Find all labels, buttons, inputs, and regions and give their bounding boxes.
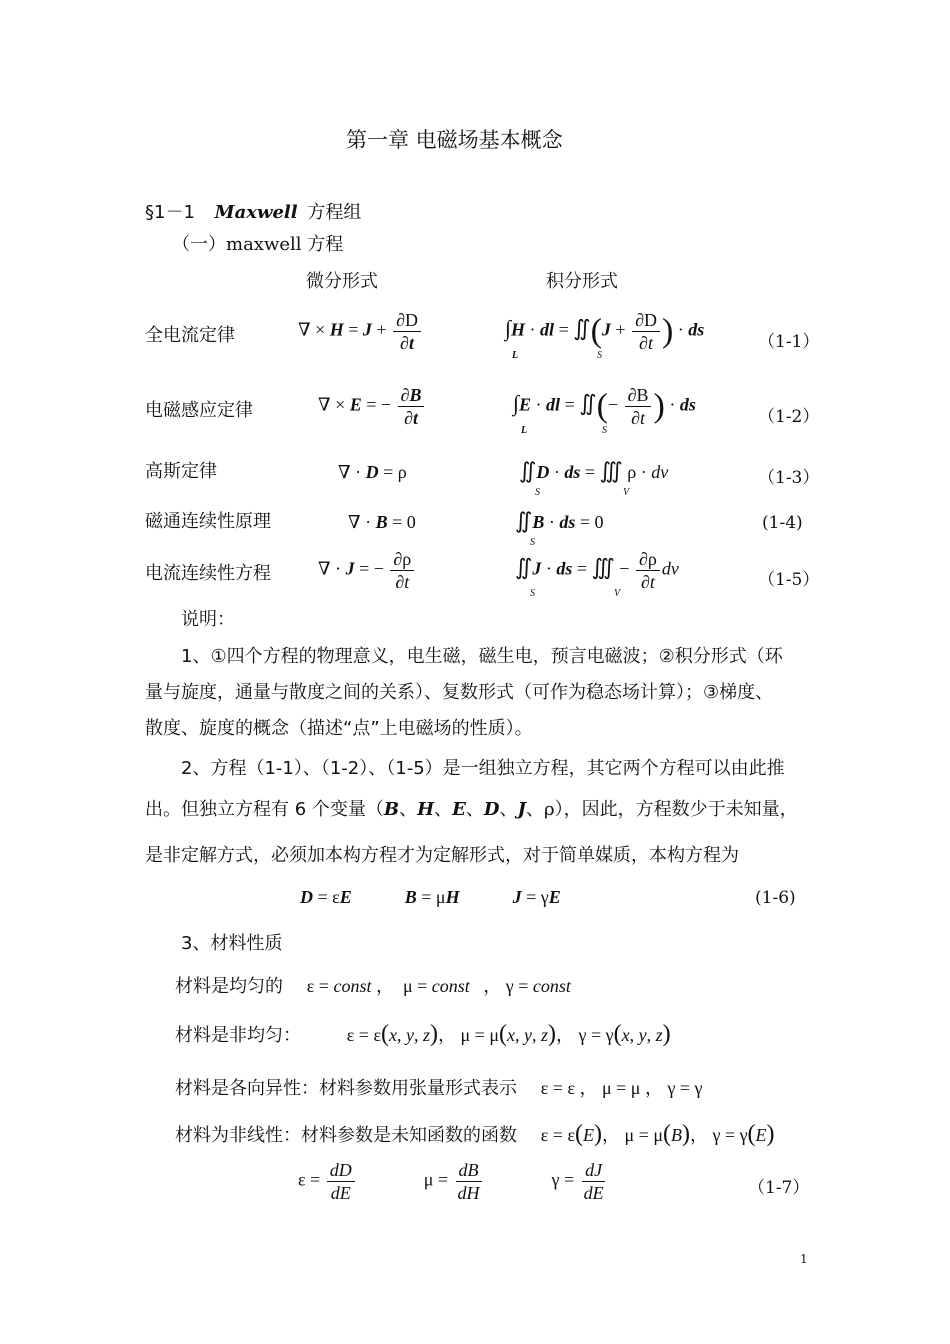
sub-S: S bbox=[535, 487, 540, 498]
eq-flux-integral: ∬B · ds = 0 bbox=[515, 508, 604, 533]
sub-L: L bbox=[512, 350, 519, 361]
row-label-flux: 磁通连续性原理 bbox=[145, 511, 271, 532]
eq-continuity-integral: ∬J · ds = ∭ − $\frac{\partial\rho}{\partial t}$ dv bbox=[515, 549, 679, 592]
sub-V: V bbox=[614, 588, 621, 599]
para1-line2: 量与旋度，通量与散度之间的关系）、复数形式（可作为稳态场计算）；③梯度、 bbox=[145, 682, 774, 703]
eq-number: （1-2） bbox=[758, 407, 820, 427]
section-prefix: §1－1 bbox=[145, 202, 195, 223]
material-nonlinear: 材料为非线性：材料参数是未知函数的函数 ε = ε(E)， μ = μ(B)， γ = γ(E) bbox=[175, 1121, 775, 1147]
page-number: 1 bbox=[800, 1252, 808, 1266]
row-label-gauss: 高斯定律 bbox=[145, 461, 217, 482]
section-name-cn: 方程组 bbox=[307, 202, 362, 223]
eq-faraday-differential: ∇ × E = − $\frac{\partial B}{\partial t}$ bbox=[318, 385, 426, 428]
chapter-title: 第一章 电磁场基本概念 bbox=[346, 128, 563, 152]
sub-S: S bbox=[530, 537, 535, 548]
eq-gauss-differential: ∇ · D = ρ bbox=[338, 462, 407, 482]
row-label-ampere: 全电流定律 bbox=[145, 325, 235, 346]
sub-S: S bbox=[530, 588, 535, 599]
eq-number: （1-1） bbox=[758, 332, 820, 352]
material-inhomogeneous: 材料是非均匀： ε = ε(x, y, z)， μ = μ(x, y, z)， γ = γ(x, y, z) bbox=[175, 1021, 671, 1047]
row-label-continuity: 电流连续性方程 bbox=[145, 563, 271, 584]
material-label: 材料是各向异性：材料参数用张量形式表示 bbox=[175, 1078, 517, 1099]
eq-number: (1-6) bbox=[755, 888, 796, 908]
eq-number: (1-4) bbox=[762, 513, 803, 533]
material-label: 材料是非均匀： bbox=[175, 1025, 301, 1046]
para2-line2-start: 出。但独立方程有 6 个变量（ bbox=[145, 799, 384, 820]
sub-L: L bbox=[521, 425, 528, 436]
material-homogeneous: 材料是均匀的 ε = const ， μ = const ， γ = const bbox=[175, 976, 571, 997]
para1-line1: 1、①四个方程的物理意义，电生磁，磁生电，预言电磁波；②积分形式（环 bbox=[181, 646, 783, 667]
sub-S: S bbox=[597, 350, 602, 361]
note-heading: 说明： bbox=[181, 609, 235, 630]
item3-heading: 3、材料性质 bbox=[181, 933, 283, 954]
para2-line2: 出。但独立方程有 6 个变量（B、H、E、D、J、ρ），因此，方程数少于未知量， bbox=[145, 799, 798, 820]
para1-line3: 散度、旋度的概念（描述“点”上电磁场的性质）。 bbox=[145, 718, 533, 739]
eq-continuity-differential: ∇ · J = − $\frac{\partial\rho}{\partial t}$ bbox=[318, 549, 416, 592]
section-name-en: Maxwell bbox=[214, 202, 298, 223]
eq-differential-params: ε = $\frac{dD}{dE}$ μ = $\frac{dB}{dH}$ γ = $\frac{dJ}{dE}$ bbox=[298, 1160, 604, 1203]
sub-S: S bbox=[602, 425, 607, 436]
column-header-integral: 积分形式 bbox=[546, 271, 618, 292]
eq-ampere-integral: ∫H · dl = ∬(J + $\frac{\partial D}{\partial t}$ ) · ds bbox=[505, 310, 705, 353]
material-label: 材料是均匀的 bbox=[175, 976, 283, 997]
eq-faraday-integral: ∫E · dl = ∬(− $\frac{\partial B}{\partial t}$ ) · ds bbox=[513, 385, 696, 428]
row-label-faraday: 电磁感应定律 bbox=[145, 400, 253, 421]
eq-ampere-differential: ∇ × H = J + $\frac{\partial D}{\partial t}$ bbox=[298, 310, 423, 353]
para2-line2-end: ），因此，方程数少于未知量， bbox=[554, 799, 798, 820]
subsection-heading: （一）maxwell 方程 bbox=[172, 234, 344, 255]
eq-number: （1-7） bbox=[748, 1178, 810, 1198]
material-anisotropic: 材料是各向异性：材料参数用张量形式表示 ε = ε ， μ = μ ， γ = γ bbox=[175, 1078, 703, 1099]
eq-number: （1-5） bbox=[758, 570, 820, 590]
section-heading bbox=[145, 198, 361, 224]
eq-constitutive: D = εE B = μH J = γE bbox=[300, 887, 561, 907]
para2-line1: 2、方程（1-1）、（1-2）、（1-5）是一组独立方程，其它两个方程可以由此推 bbox=[181, 758, 785, 779]
material-label: 材料为非线性：材料参数是未知函数的函数 bbox=[175, 1125, 517, 1146]
eq-gauss-integral: ∬D · ds = ∭ ρ · dv bbox=[519, 458, 669, 483]
eq-number: （1-3） bbox=[758, 468, 820, 488]
para2-line3: 是非定解方式，必须加本构方程才为定解形式，对于简单媒质，本构方程为 bbox=[145, 845, 739, 866]
sub-V: V bbox=[623, 487, 630, 498]
column-header-differential: 微分形式 bbox=[306, 271, 378, 292]
eq-flux-differential: ∇ · B = 0 bbox=[348, 512, 416, 532]
